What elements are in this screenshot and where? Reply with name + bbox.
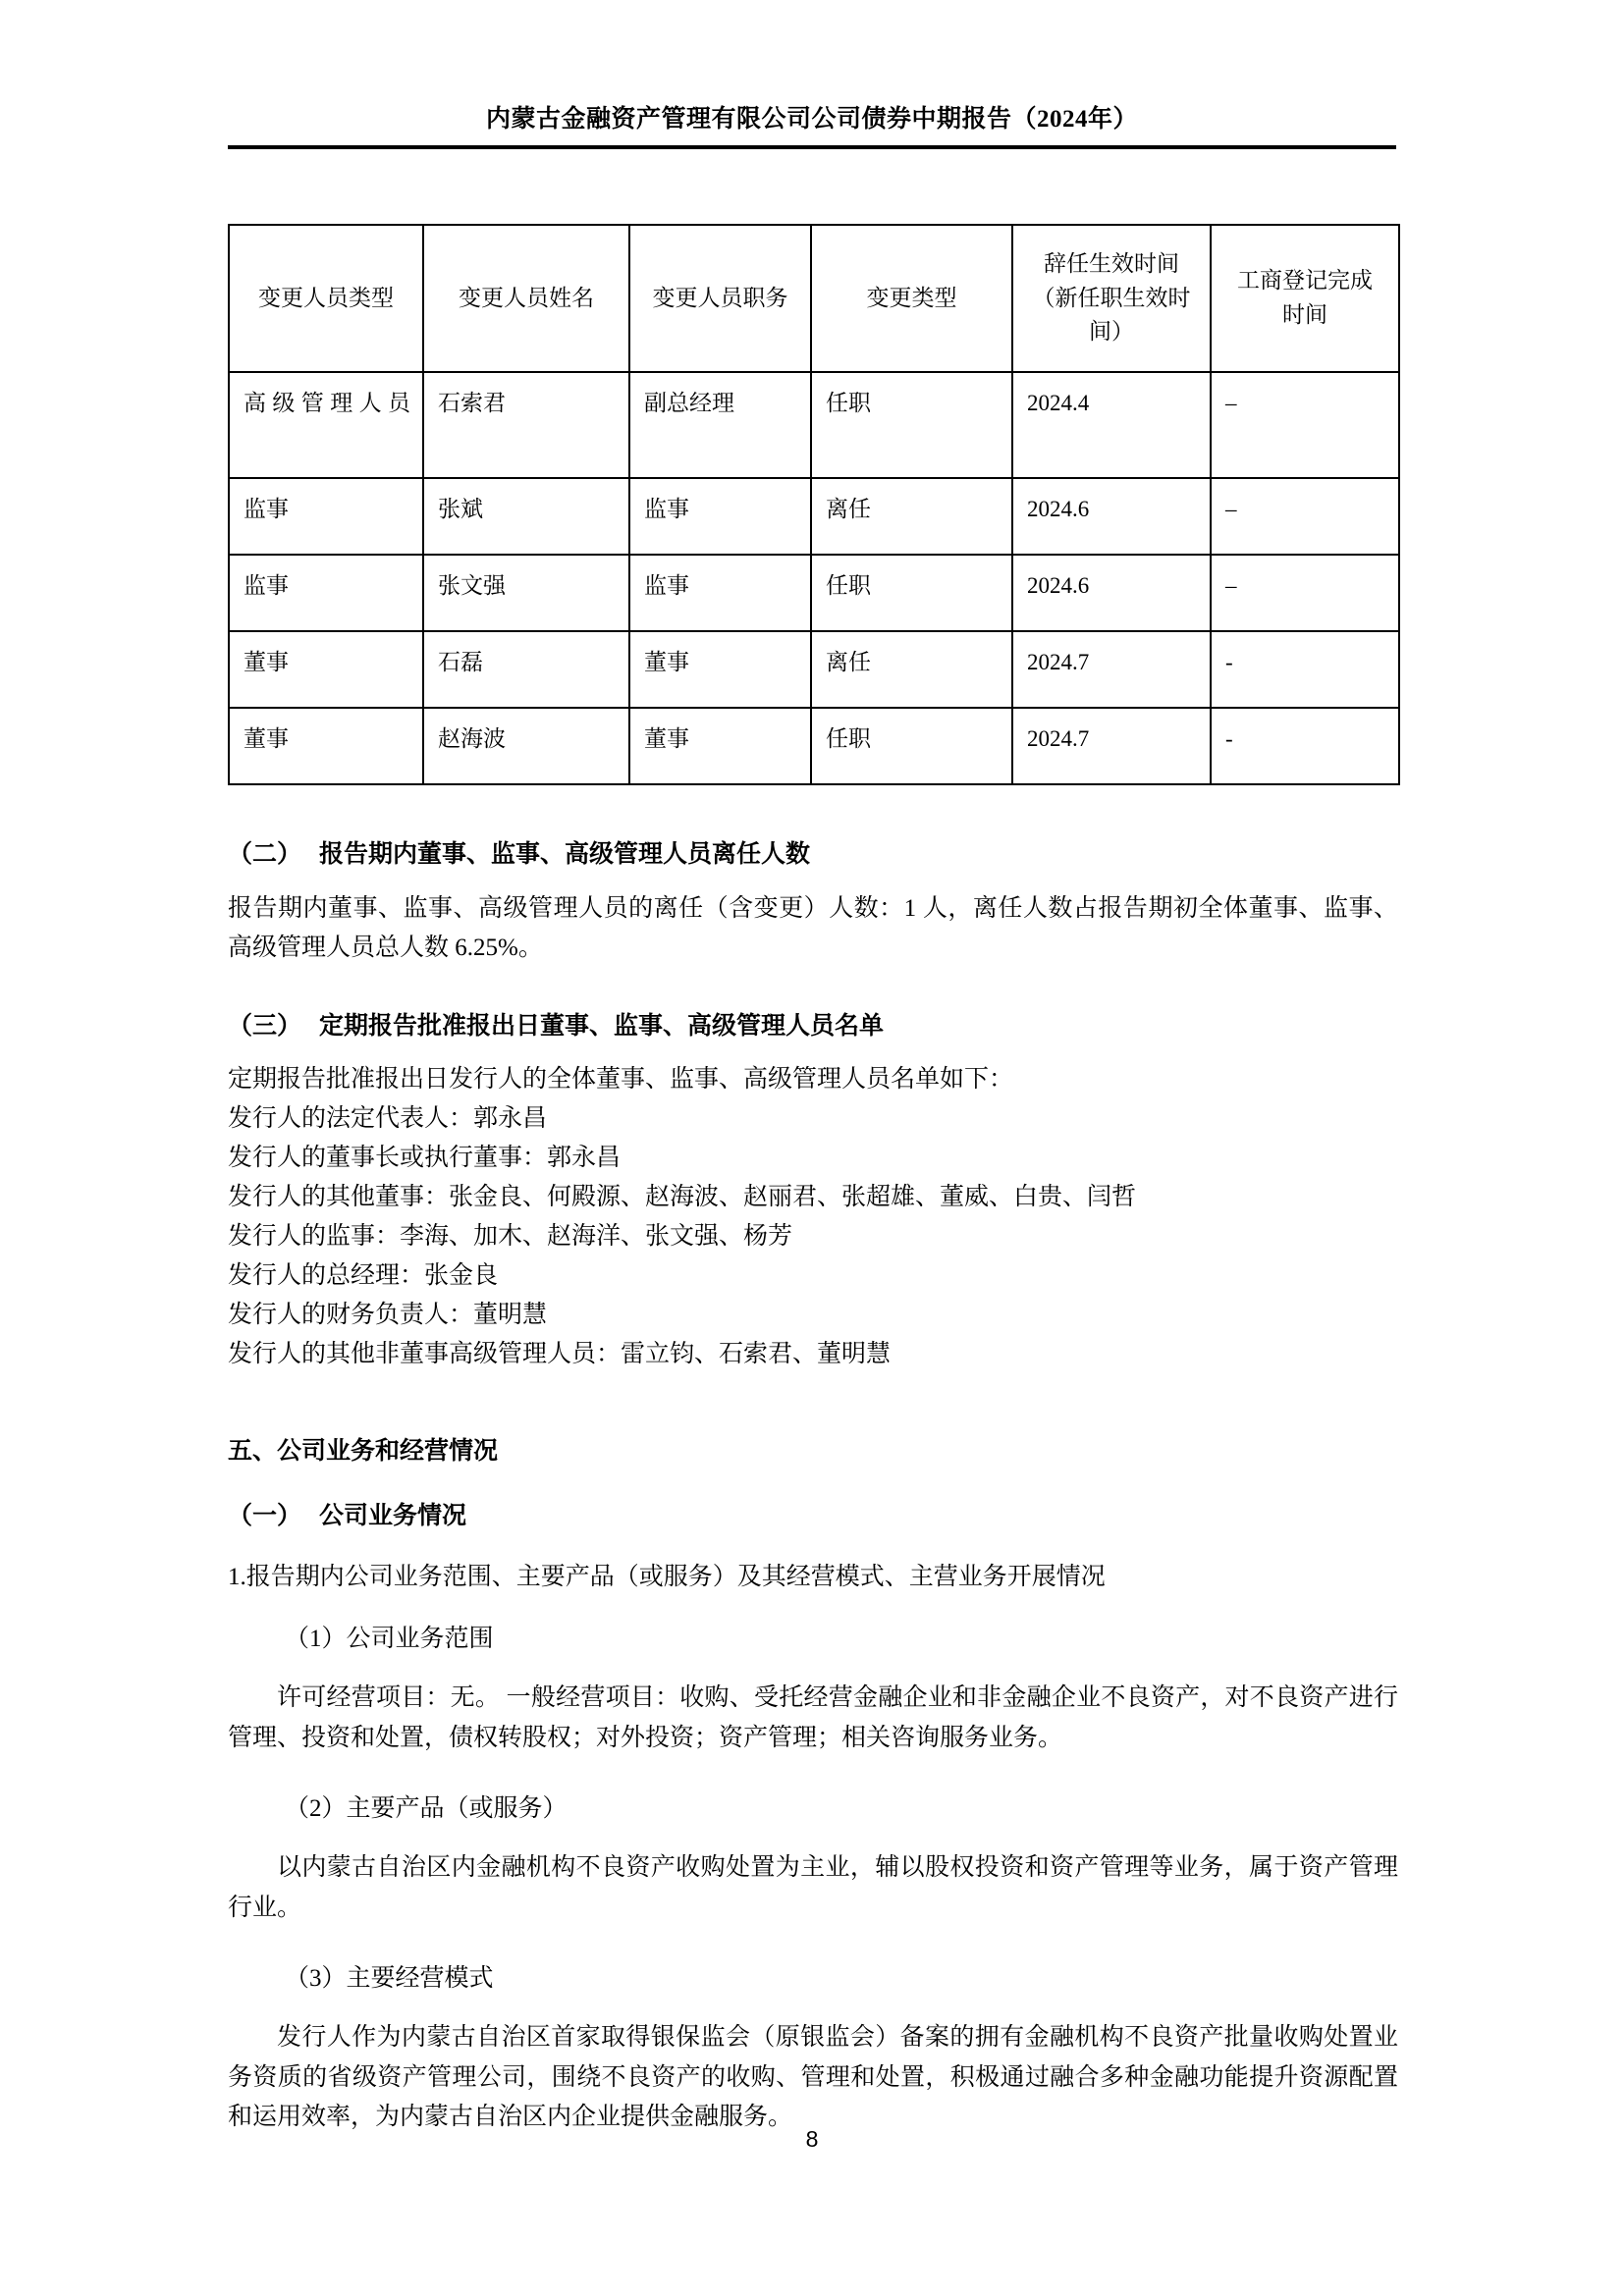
roster-finance-officer: 发行人的财务负责人：董明慧 [228,1302,548,1328]
heading-marker-two: （二） [228,841,302,868]
header-divider [228,145,1396,149]
cell-person-position: 监事 [629,555,811,631]
cell-person-type: 董事 [229,708,423,784]
heading-marker-three: （三） [228,1012,302,1040]
table-row [229,372,1399,478]
heading-section-three [228,1008,1398,1045]
table-row [229,631,1399,708]
paragraph-business-numbered: 1.报告期内公司业务范围、主要产品（或服务）及其经营模式、主营业务开展情况 [228,1564,1106,1590]
paragraph-departure-count: 报告期内董事、监事、高级管理人员的离任（含变更）人数：1 人，离任人数占报告期初全体董事、监事、高级管理人员总人数 6.25%。 [228,894,1398,961]
cell-person-position: 副总经理 [629,372,811,478]
cell-registration-time: - [1211,708,1399,784]
cell-person-name: 赵海波 [423,708,629,784]
heading-text-two: 报告期内董事、监事、高级管理人员离任人数 [319,841,811,868]
column-header-registration-time: 工商登记完成时间 [1211,225,1399,372]
cell-change-type: 任职 [811,708,1012,784]
cell-effective-time: 2024.6 [1012,555,1211,631]
running-header [228,104,1396,136]
table-header-row [229,225,1399,372]
cell-person-type: 董事 [229,631,423,708]
column-header-effective-time: 辞任生效时间（新任职生效时间） [1012,225,1211,372]
label-main-products: （2）主要产品（或服务） [285,1795,568,1822]
personnel-change-table [228,224,1400,785]
cell-change-type: 任职 [811,372,1012,478]
label-business-scope: （1）公司业务范围 [285,1626,494,1652]
roster-supervisors: 发行人的监事：李海、加木、赵海洋、张文强、杨芳 [228,1223,793,1250]
cell-person-name: 张斌 [423,478,629,555]
cell-registration-time: – [1211,372,1399,478]
heading-marker-five-one: （一） [228,1502,302,1529]
column-header-person-position: 变更人员职务 [629,225,811,372]
page-content [228,224,1398,2138]
cell-change-type: 离任 [811,631,1012,708]
cell-registration-time: – [1211,478,1399,555]
cell-effective-time: 2024.6 [1012,478,1211,555]
roster-other-directors: 发行人的其他董事：张金良、何殿源、赵海波、赵丽君、张超雄、董威、白贵、闫哲 [228,1184,1137,1210]
cell-person-name: 石索君 [423,372,629,478]
heading-text-five-one: 公司业务情况 [319,1502,467,1529]
roster-chairman: 发行人的董事长或执行董事：郭永昌 [228,1145,622,1171]
heading-section-five: 五、公司业务和经营情况 [228,1438,499,1465]
table-row [229,708,1399,784]
cell-person-name: 石磊 [423,631,629,708]
roster-intro: 定期报告批准报出日发行人的全体董事、监事、高级管理人员名单如下： [228,1066,1014,1093]
cell-registration-time: - [1211,631,1399,708]
column-header-change-type: 变更类型 [811,225,1012,372]
cell-person-name: 张文强 [423,555,629,631]
cell-change-type: 离任 [811,478,1012,555]
table-row [229,478,1399,555]
cell-person-type: 高级管理人员 [229,372,423,478]
heading-text-three: 定期报告批准报出日董事、监事、高级管理人员名单 [319,1012,885,1040]
cell-person-type: 监事 [229,555,423,631]
paragraph-business-scope: 许可经营项目：无。 一般经营项目：收购、受托经营金融企业和非金融企业不良资产，对不良资产进行管理、投资和处置，债权转股权；对外投资；资产管理；相关咨询服务业务。 [228,1684,1398,1751]
roster-other-senior-management: 发行人的其他非董事高级管理人员：雷立钧、石索君、董明慧 [228,1341,892,1367]
cell-person-type: 监事 [229,478,423,555]
cell-effective-time: 2024.7 [1012,631,1211,708]
column-header-person-name: 变更人员姓名 [423,225,629,372]
table-row [229,555,1399,631]
cell-change-type: 任职 [811,555,1012,631]
cell-registration-time: – [1211,555,1399,631]
paragraph-business-model: 发行人作为内蒙古自治区首家取得银保监会（原银监会）备案的拥有金融机构不良资产批量收购处置业务资质的省级资产管理公司，围绕不良资产的收购、管理和处置，积极通过融合多种金融功能提升资源配置和运用效率，为内蒙古自治区内企业提供金融服务。 [228,2024,1398,2130]
paragraph-main-products: 以内蒙古自治区内金融机构不良资产收购处置为主业，辅以股权投资和资产管理等业务，属于资产管理行业。 [228,1854,1398,1921]
cell-effective-time: 2024.4 [1012,372,1211,478]
cell-person-position: 监事 [629,478,811,555]
heading-section-two [228,836,1398,874]
page-number: 8 [805,2126,819,2152]
label-business-model: （3）主要经营模式 [285,1965,494,1992]
header-title: 内蒙古金融资产管理有限公司公司债券中期报告（2024年） [485,106,1138,133]
cell-person-position: 董事 [629,708,811,784]
cell-effective-time: 2024.7 [1012,708,1211,784]
roster-general-manager: 发行人的总经理：张金良 [228,1262,499,1289]
roster-legal-representative: 发行人的法定代表人：郭永昌 [228,1105,548,1132]
column-header-person-type: 变更人员类型 [229,225,423,372]
cell-person-position: 董事 [629,631,811,708]
heading-section-five-one [228,1498,1398,1535]
